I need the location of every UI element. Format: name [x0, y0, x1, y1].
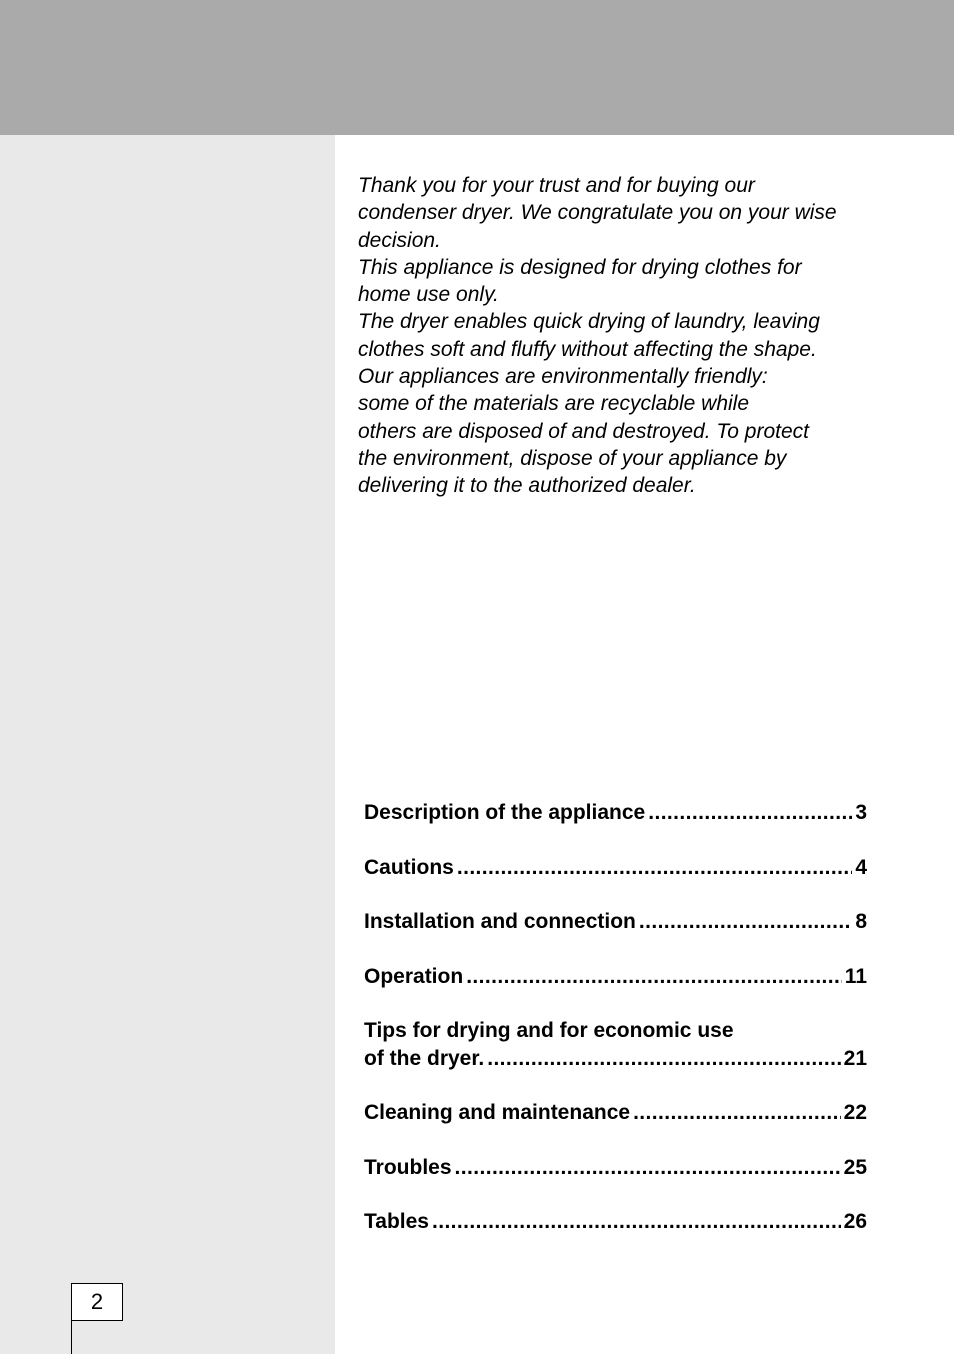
toc-entry-description[interactable] — [364, 799, 867, 826]
toc-leader — [457, 854, 852, 881]
intro-line: clothes soft and fluffy without affecting the shape. — [358, 337, 817, 361]
intro-text — [358, 172, 918, 500]
intro-line: condenser dryer. We congratulate you on your wise — [358, 201, 837, 225]
toc-page: 22 — [843, 1101, 867, 1125]
header-band — [0, 0, 954, 135]
page-number-rule — [71, 1320, 72, 1354]
intro-line: some of the materials are recyclable while — [358, 392, 750, 416]
toc-title: Cleaning and maintenance — [364, 1101, 631, 1125]
intro-line: The dryer enables quick drying of laundry, leaving — [358, 310, 820, 334]
table-of-contents — [364, 799, 867, 1263]
toc-page: 11 — [844, 964, 867, 988]
intro-line: This appliance is designed for drying clothes for — [358, 255, 802, 279]
toc-page: 4 — [855, 855, 867, 879]
toc-page: 25 — [843, 1155, 867, 1179]
toc-leader — [455, 1154, 841, 1181]
toc-leader — [432, 1208, 841, 1235]
toc-entry-tables[interactable] — [364, 1208, 867, 1235]
intro-line: Our appliances are environmentally friendly: — [358, 365, 768, 389]
toc-entry-operation[interactable] — [364, 963, 867, 990]
toc-entry-cleaning[interactable] — [364, 1099, 867, 1126]
toc-leader — [648, 799, 852, 826]
toc-page: 3 — [855, 801, 867, 824]
toc-page: 21 — [843, 1046, 867, 1070]
toc-entry-cautions[interactable] — [364, 854, 867, 881]
toc-leader — [633, 1099, 841, 1126]
toc-title: Troubles — [364, 1155, 452, 1179]
intro-line: decision. — [358, 228, 441, 252]
side-panel — [0, 135, 335, 1354]
toc-entry-tips[interactable] — [364, 1017, 867, 1072]
toc-title: Tables — [364, 1210, 429, 1234]
toc-leader — [487, 1045, 840, 1072]
intro-line: delivering it to the authorized dealer. — [358, 474, 696, 498]
intro-line: others are disposed of and destroyed. To protect — [358, 419, 810, 443]
intro-line: home use only. — [358, 283, 499, 307]
intro-line: Thank you for your trust and for buying our — [358, 174, 755, 197]
toc-page: 8 — [855, 910, 867, 934]
toc-title-continued: of the dryer. — [364, 1046, 485, 1070]
toc-entry-installation[interactable] — [364, 908, 867, 935]
toc-title: Installation and connection — [364, 910, 636, 934]
intro-line: the environment, dispose of your appliance by — [358, 446, 787, 470]
toc-title: Cautions — [364, 855, 454, 879]
toc-page: 26 — [843, 1210, 867, 1234]
toc-leader — [639, 908, 852, 935]
toc-leader — [466, 963, 842, 990]
page-number: 2 — [71, 1283, 123, 1321]
toc-title: Description of the appliance — [364, 801, 646, 824]
toc-title: Tips for drying and for economic use — [364, 1019, 734, 1043]
toc-entry-troubles[interactable] — [364, 1154, 867, 1181]
toc-title: Operation — [364, 964, 464, 988]
